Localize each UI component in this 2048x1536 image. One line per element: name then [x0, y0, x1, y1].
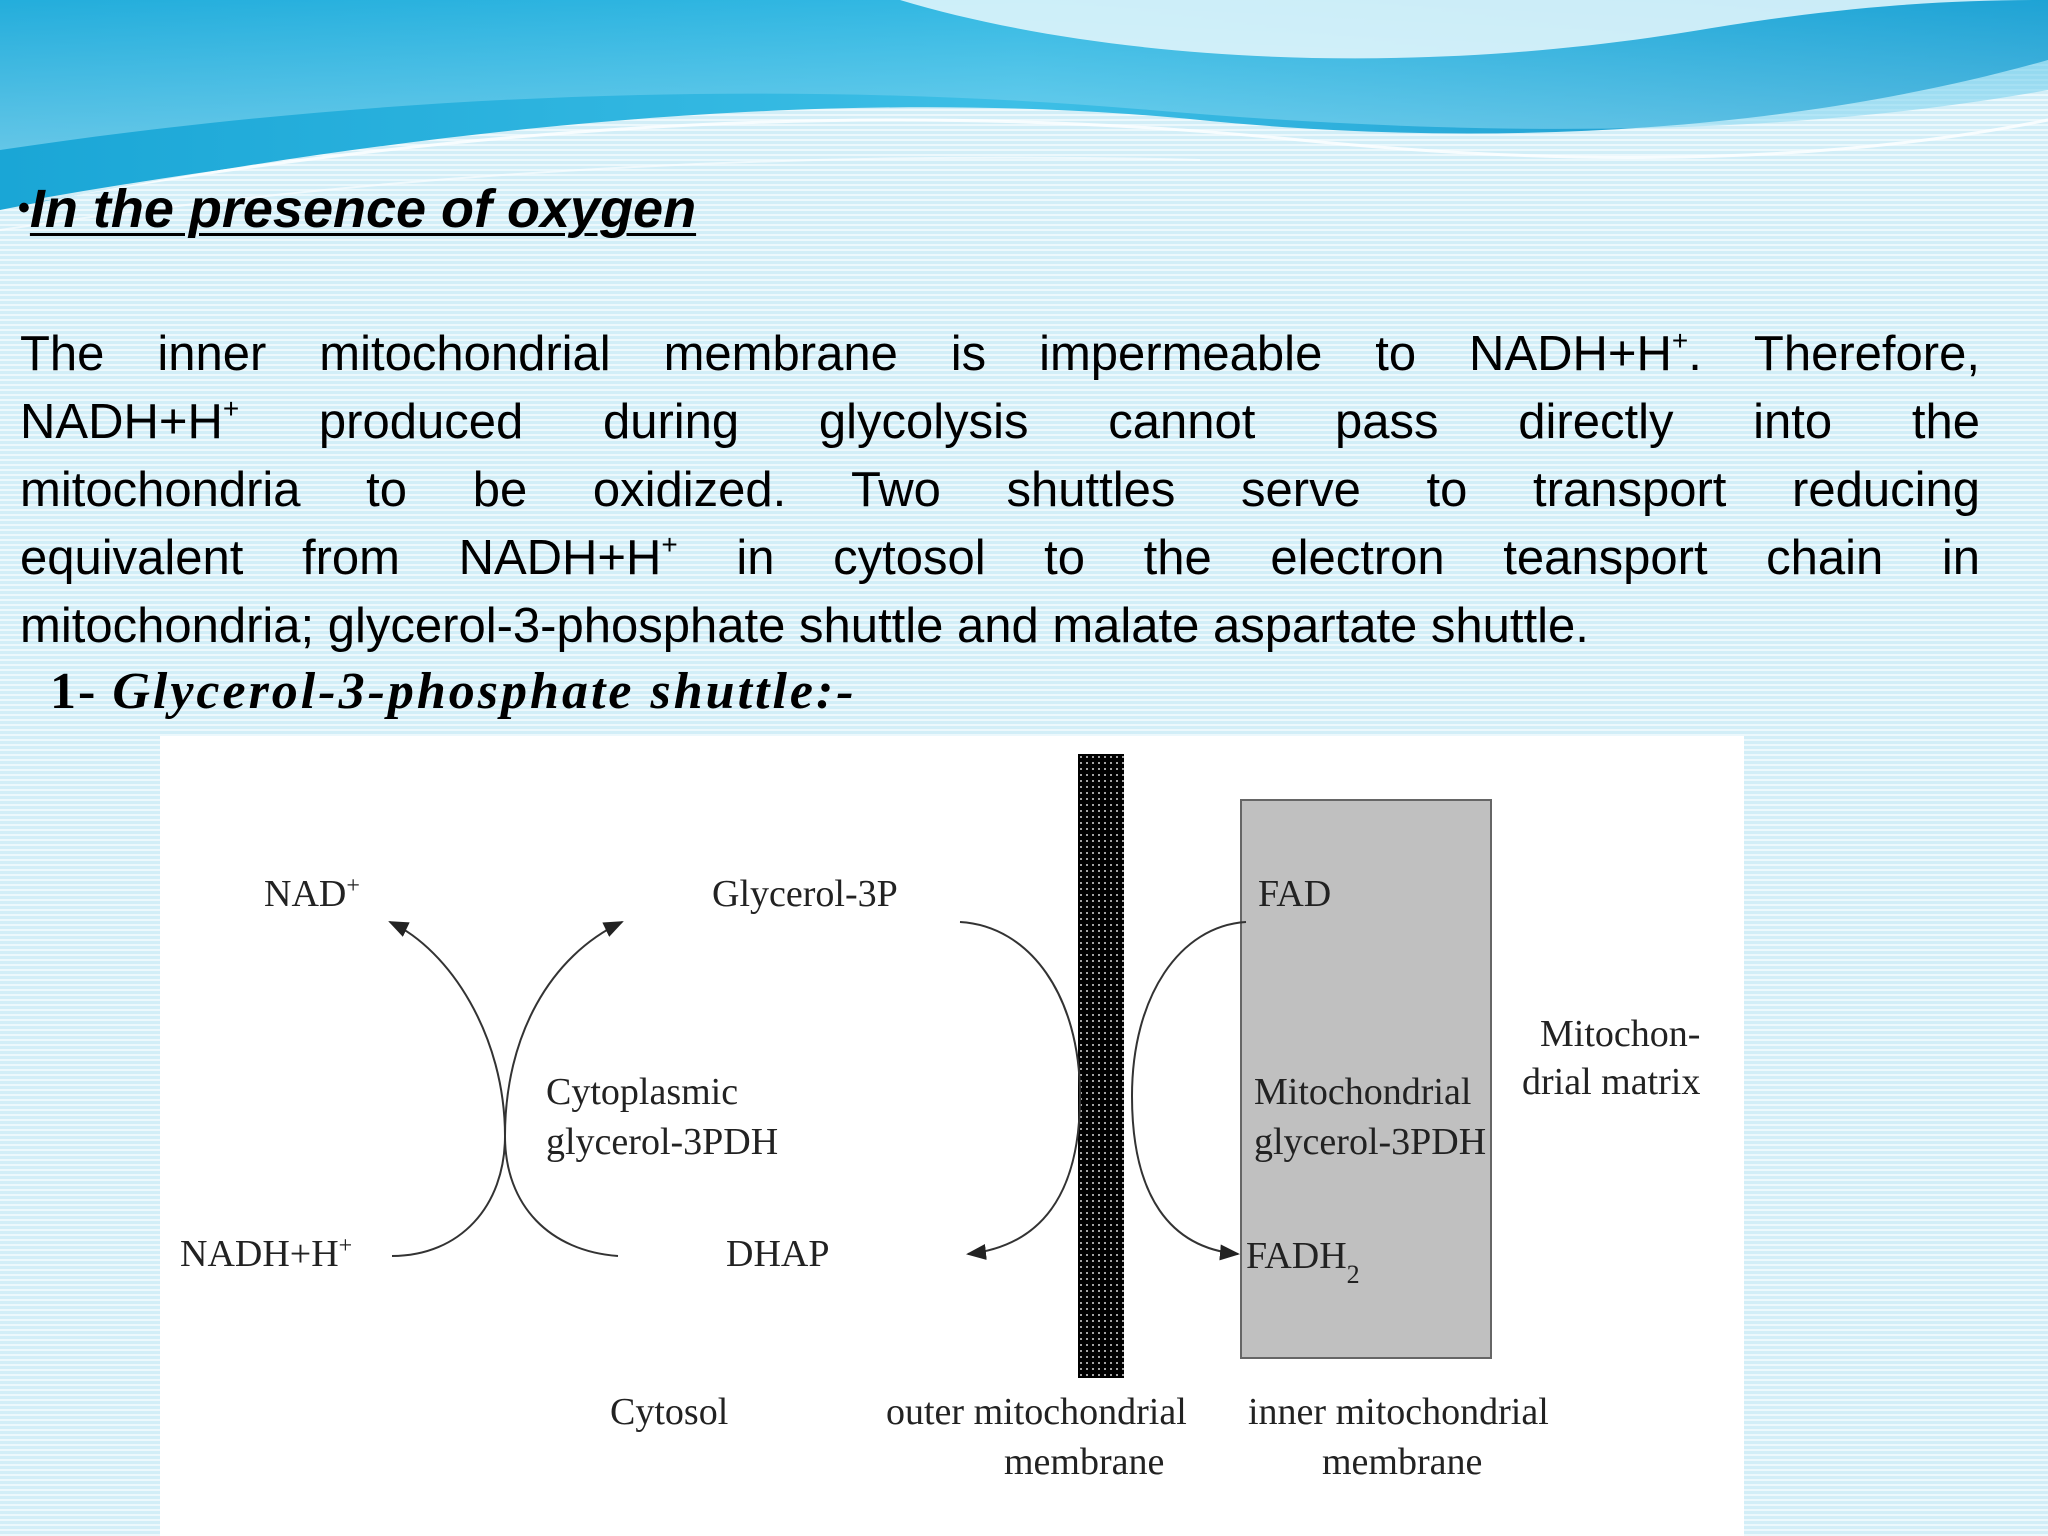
arrow-glycerol3p-to-dhap — [960, 922, 1080, 1254]
arrow-nadh-to-nad — [390, 922, 505, 1256]
label-mito-enzyme-2: glycerol-3PDH — [1254, 1121, 1487, 1163]
section-title — [50, 662, 857, 721]
label-cyto-enzyme-2: glycerol-3PDH — [546, 1121, 779, 1163]
heading-text: In the presence of oxygen — [29, 179, 697, 239]
label-mito-enzyme-1: Mitochondrial — [1254, 1071, 1472, 1113]
label-inner-membrane-1: inner mitochondrial — [1248, 1391, 1549, 1433]
label-inner-membrane-2: membrane — [1322, 1441, 1483, 1483]
paragraph-line-3: mitochondria to be oxidized. Two shuttles serve to transport reducing — [20, 463, 1980, 517]
label-nadh: NADH+H+ — [180, 1233, 353, 1275]
paragraph-line-4: equivalent from NADH+H+ in cytosol to the electron teansport chain in — [20, 529, 1981, 585]
shuttle-diagram-svg — [160, 736, 1744, 1536]
section-number: 1- — [50, 663, 98, 720]
paragraph-line-2: NADH+H+ produced during glycolysis cannot pass directly into the — [20, 393, 1980, 449]
section-title-text: Glycerol-3-phosphate shuttle:- — [112, 663, 857, 720]
label-outer-membrane-1: outer mitochondrial — [886, 1391, 1187, 1433]
outer-membrane-bar — [1078, 754, 1124, 1378]
label-nad-plus: NAD+ — [264, 873, 360, 915]
label-glycerol-3p: Glycerol-3P — [712, 873, 898, 915]
label-outer-membrane-2: membrane — [1004, 1441, 1165, 1483]
label-dhap: DHAP — [726, 1233, 830, 1275]
bullet-marker: • — [18, 189, 30, 227]
label-cytosol: Cytosol — [610, 1391, 729, 1433]
label-fad: FAD — [1258, 873, 1332, 915]
paragraph-line-1: The inner mitochondrial membrane is impermeable to NADH+H+. Therefore, — [20, 325, 1980, 381]
paragraph-line-5: mitochondria; glycerol-3-phosphate shuttle and malate aspartate shuttle. — [20, 599, 1589, 653]
label-cyto-enzyme-1: Cytoplasmic — [546, 1071, 739, 1113]
body-paragraph — [20, 320, 1980, 660]
shuttle-diagram — [160, 736, 1744, 1536]
arrow-fad-to-fadh2 — [1132, 922, 1246, 1254]
slide-heading — [18, 179, 697, 239]
label-matrix-2: drial matrix — [1522, 1061, 1701, 1103]
label-fadh2: $FADH_2$ — [1246, 1235, 1360, 1289]
label-matrix-1: Mitochon- — [1540, 1013, 1701, 1055]
